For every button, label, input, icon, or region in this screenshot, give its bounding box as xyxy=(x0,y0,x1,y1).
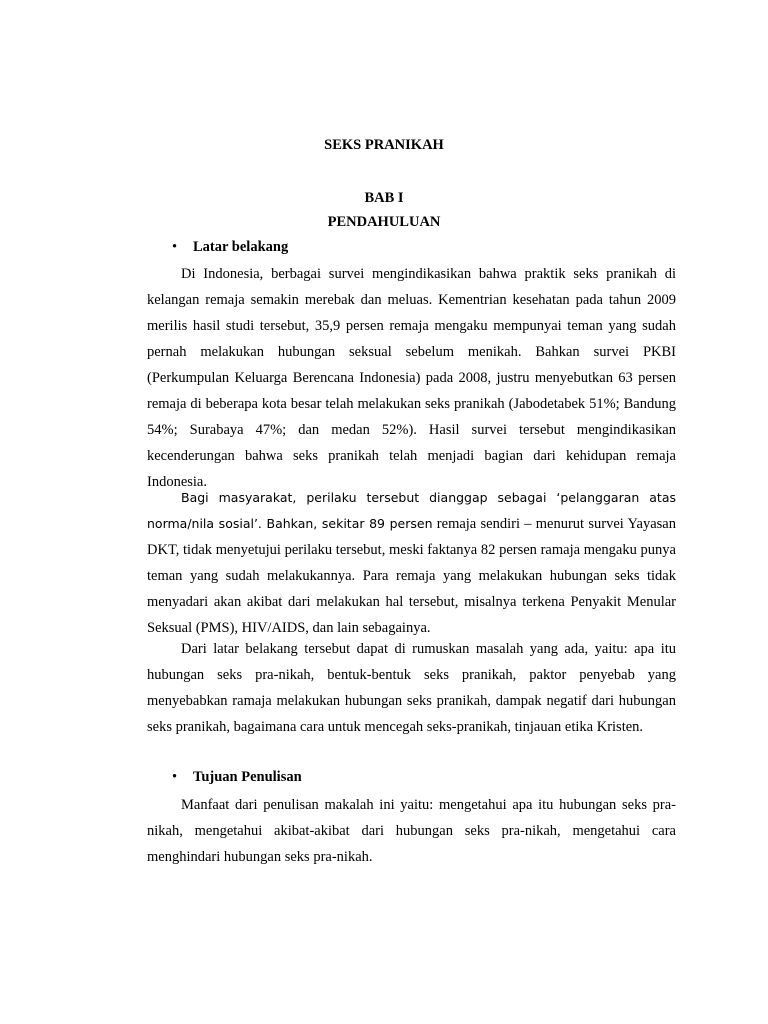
chapter-number: BAB I xyxy=(364,190,404,206)
paragraph-background-1: Di Indonesia, berbagai survei mengindikasikan bahwa praktik seks pranikah di kelangan remaja semakin merebak dan meluas. Kementrian kesehatan pada tahun 2009 merilis hasil studi tersebut, 35,9 persen remaja mengaku mempunyai teman yang sudah pernah melakukan hubungan seksual sebelum menikah. Bahkan survei PKBI (Perkumpulan Keluarga Berencana Indonesia) pada 2008, justru menyebutkan 63 persen remaja di beberapa kota besar telah melakukan seks pranikah (Jabodetabek 51%; Bandung 54%; Surabaya 47%; dan medan 52%). Hasil survei tersebut mengindikasikan kecenderungan bahwa seks pranikah telah menjadi bagian dari kehidupan remaja Indonesia. xyxy=(147,266,676,490)
section-heading-label: Latar belakang xyxy=(193,239,289,255)
paragraph-sans-segment: Bagi masyarakat, perilaku tersebut dianggap sebagai ‘pelanggaran atas norma/nila sosial’. Bahkan, sekitar 89 persen xyxy=(147,490,676,531)
chapter-title: PENDAHULUAN xyxy=(327,214,441,230)
section-heading-background xyxy=(172,239,288,256)
section-heading-purpose xyxy=(172,769,302,786)
paragraph-purpose-1: Manfaat dari penulisan makalah ini yaitu: mengetahui apa itu hubungan seks pra-nikah, mengetahui akibat-akibat dari hubungan seks pra-nikah, mengetahui cara menghindari hubungan seks pra-nikah. xyxy=(147,797,676,865)
document-title: SEKS PRANIKAH xyxy=(324,137,444,153)
paragraph-serif-segment: remaja sendiri – menurut survei Yayasan DKT, tidak menyetujui perilaku tersebut, meski faktanya 82 persen ramaja mengaku punya teman yang sudah melakukannya. Para remaja yang melakukan hubungan seks tidak menyadari akan akibat dari melakukan hal tersebut, misalnya terkena Penyakit Menular Seksual (PMS), HIV/AIDS, dan lain sebagainya. xyxy=(147,516,676,636)
paragraph-background-3: Dari latar belakang tersebut dapat di rumuskan masalah yang ada, yaitu: apa itu hubungan seks pra-nikah, bentuk-bentuk seks pranikah, paktor penyebab yang menyebabkan ramaja melakukan hubungan seks pranikah, dampak negatif dari hubungan seks pranikah, bagaimana cara untuk mencegah seks-pranikah, tinjauan etika Kristen. xyxy=(147,641,676,735)
section-heading-label: Tujuan Penulisan xyxy=(193,769,302,785)
bullet-icon: • xyxy=(172,239,178,255)
bullet-icon: • xyxy=(172,769,178,785)
paragraph-background-2 xyxy=(147,485,676,641)
